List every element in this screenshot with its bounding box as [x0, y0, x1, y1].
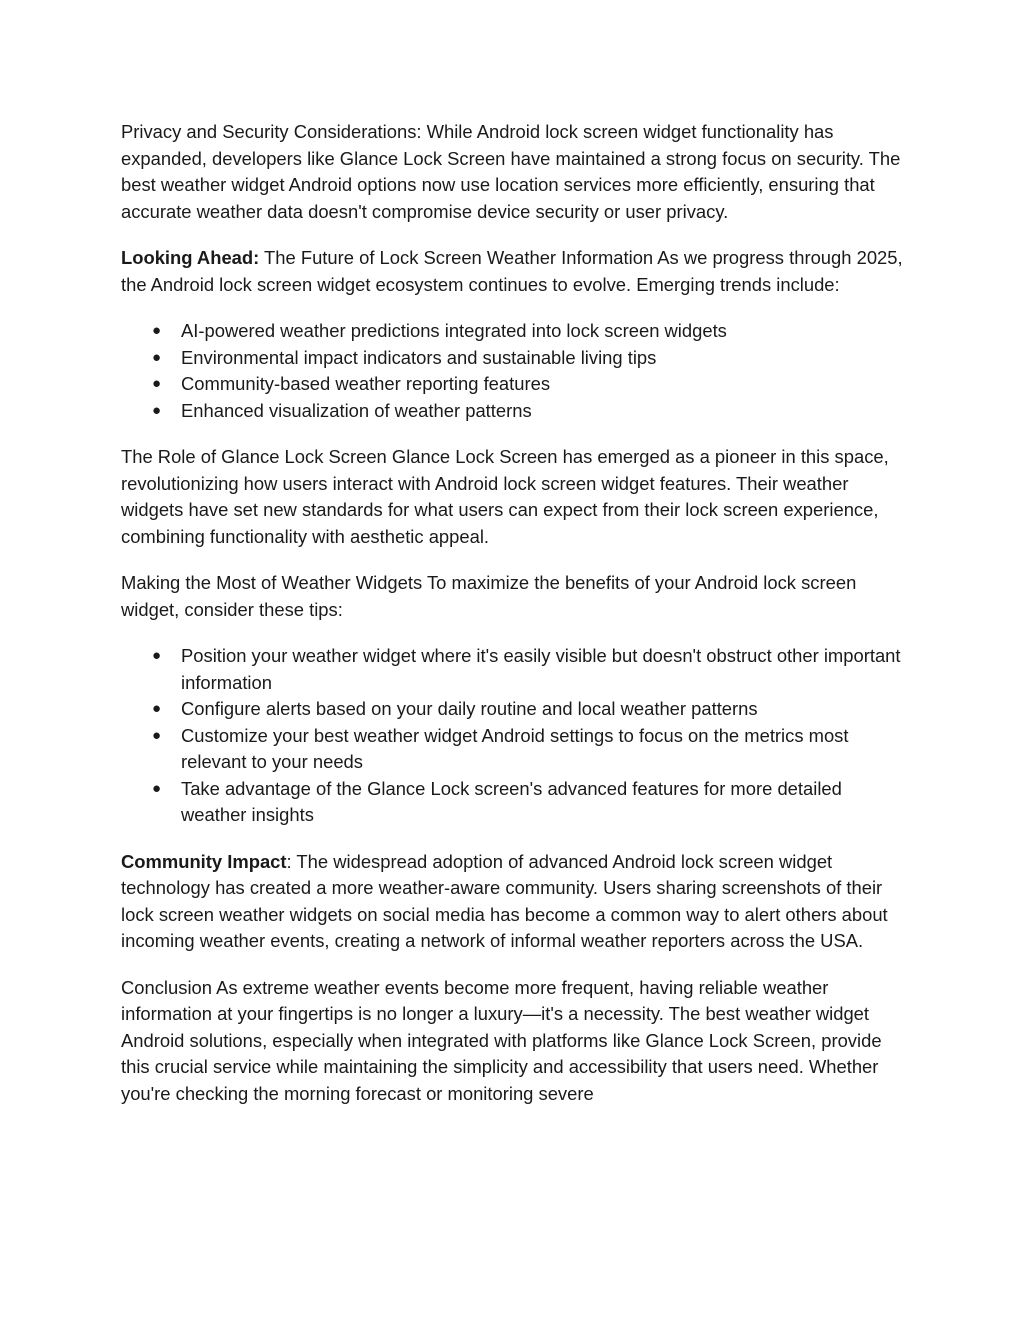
list-item [152, 696, 911, 723]
list-item-text: AI-powered weather predictions integrated into lock screen widgets [181, 320, 727, 341]
bullet-icon: ● [152, 322, 162, 339]
document-body [121, 119, 911, 1127]
tips-list [121, 643, 911, 829]
community-impact-paragraph [121, 849, 911, 955]
looking-ahead-heading: Looking Ahead: [121, 247, 260, 268]
list-item-text: Community-based weather reporting features [181, 373, 551, 394]
list-item-text: Environmental impact indicators and sustainable living tips [181, 346, 657, 368]
looking-ahead-text: The Future of Lock Screen Weather Information As we progress through 2025, the Android lock screen widget ecosystem continues to evolve. Emerging trends include: [121, 247, 903, 295]
list-item-text: Customize your best weather widget Android settings to focus on the metrics most relevant to your needs [181, 724, 849, 772]
bullet-icon: ● [152, 375, 162, 392]
community-impact-heading: Community Impact [121, 850, 287, 872]
trends-list [121, 318, 911, 424]
list-item [152, 643, 911, 696]
list-item [152, 345, 911, 372]
list-item [152, 723, 911, 776]
community-impact-text: : The widespread adoption of advanced Android lock screen widget technology has created a more weather-aware community. Users sharing screenshots of their lock screen weather widgets on social media has become a common way to alert others about incoming weather events, creating a network of informal weather reporters across the USA. [121, 850, 888, 951]
making-most-paragraph: Making the Most of Weather Widgets To maximize the benefits of your Android lock screen widget, consider these tips: [121, 572, 857, 620]
role-of-glance-paragraph: The Role of Glance Lock Screen Glance Lock Screen has emerged as a pioneer in this space, revolutionizing how users interact with Android lock screen widget features. Their weather widgets have set new standards for what users can expect from their lock screen experience, combining functionality with aesthetic appeal. [121, 446, 889, 547]
list-item [152, 776, 911, 829]
list-item-text: Position your weather widget where it's easily visible but doesn't obstruct other important information [181, 645, 901, 693]
list-item-text: Take advantage of the Glance Lock screen's advanced features for more detailed weather insights [181, 777, 842, 825]
looking-ahead-paragraph [121, 245, 911, 298]
list-item [152, 318, 911, 345]
bullet-icon: ● [152, 348, 162, 366]
list-item-text: Enhanced visualization of weather patterns [181, 399, 532, 421]
list-item [152, 371, 911, 398]
bullet-icon: ● [152, 726, 162, 744]
bullet-icon: ● [152, 401, 162, 419]
list-item-text: Configure alerts based on your daily routine and local weather patterns [181, 698, 758, 719]
bullet-icon: ● [152, 779, 162, 797]
bullet-icon: ● [152, 647, 162, 664]
bullet-icon: ● [152, 700, 162, 717]
privacy-paragraph: Privacy and Security Considerations: While Android lock screen widget functionality has expanded, developers like Glance Lock Screen have maintained a strong focus on security. The best weather widget Android options now use location services more efficiently, ensuring that accurate weather data doesn't compromise device security or user privacy. [121, 121, 901, 222]
conclusion-paragraph: Conclusion As extreme weather events become more frequent, having reliable weather information at your fingertips is no longer a luxury—it's a necessity. The best weather widget Android solutions, especially when integrated with platforms like Glance Lock Screen, provide this crucial service while maintaining the simplicity and accessibility that users need. Whether you're checking the morning forecast or monitoring severe [121, 976, 882, 1104]
list-item [152, 398, 911, 425]
